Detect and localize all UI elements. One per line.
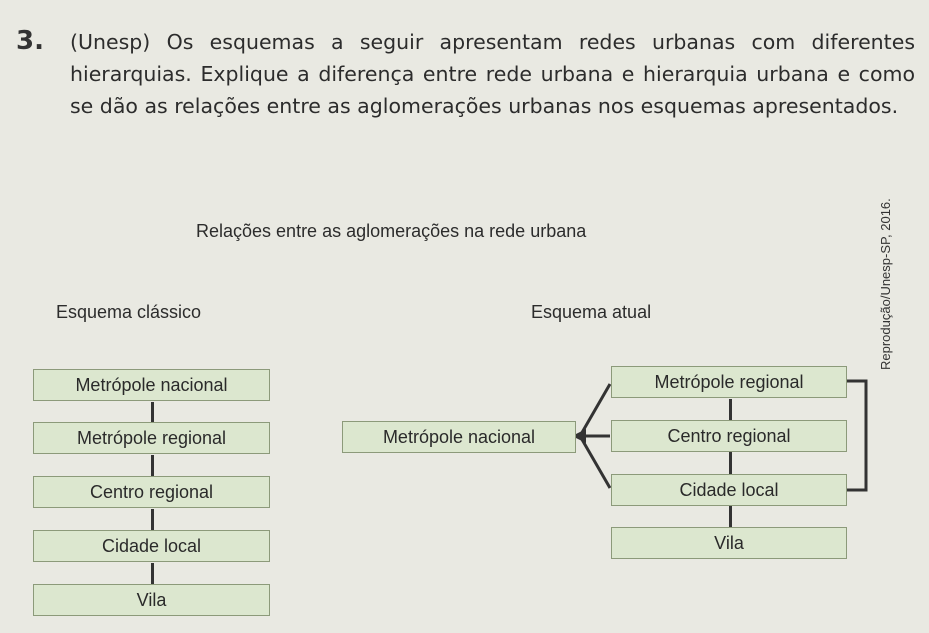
current-cidade-local: Cidade local bbox=[611, 474, 847, 506]
image-credit bbox=[878, 200, 898, 370]
classic-metropole-regional: Metrópole regional bbox=[33, 422, 270, 454]
current-centro-regional: Centro regional bbox=[611, 420, 847, 452]
figure-title: Relações entre as aglomerações na rede urbana bbox=[196, 221, 587, 241]
current-vila: Vila bbox=[611, 527, 847, 559]
current-connector bbox=[729, 399, 732, 421]
classic-metropole-nacional: Metrópole nacional bbox=[33, 369, 270, 401]
current-metropole-nacional: Metrópole nacional bbox=[342, 421, 576, 453]
current-metropole-regional: Metrópole regional bbox=[611, 366, 847, 398]
classic-centro-regional: Centro regional bbox=[33, 476, 270, 508]
current-scheme-label: Esquema atual bbox=[531, 302, 652, 322]
current-connector bbox=[729, 452, 732, 474]
question-text: (Unesp) Os esquemas a seguir apresentam redes urbanas com diferentes hierarquias. Explique a diferença entre rede urbana e hierarquia urbana e como se dão as relações entre as aglomerações urbanas nos esquemas apresentados. bbox=[70, 30, 915, 118]
classic-vila: Vila bbox=[33, 584, 270, 616]
classic-cidade-local: Cidade local bbox=[33, 530, 270, 562]
link-hub-cidade-local bbox=[580, 436, 610, 488]
current-connector bbox=[729, 506, 732, 528]
image-credit-text: Reprodução/Unesp-SP, 2016. bbox=[878, 198, 893, 370]
classic-scheme-label: Esquema clássico bbox=[56, 302, 202, 322]
question-number: 3. bbox=[16, 26, 44, 56]
link-hub-metropole-regional bbox=[580, 384, 610, 436]
link-bracket-right bbox=[847, 381, 866, 490]
